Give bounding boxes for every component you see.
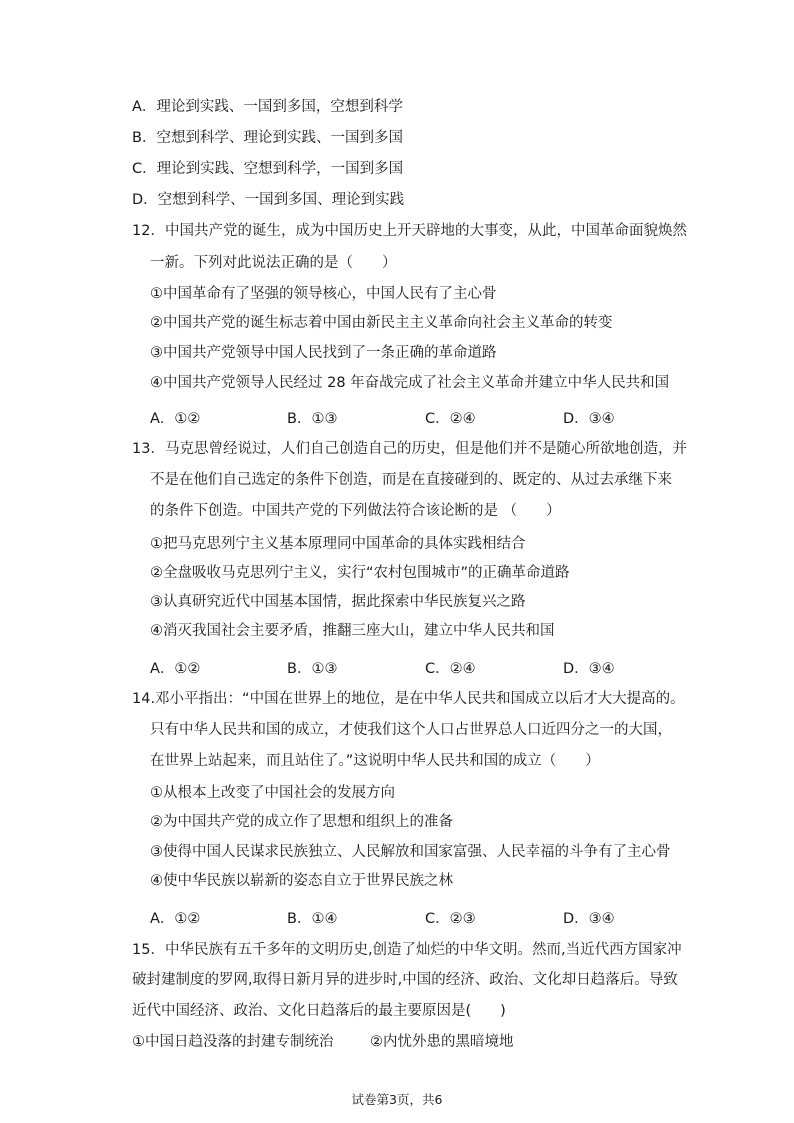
- q12-choice-d: D．③④: [563, 411, 615, 427]
- q12-stem-line: 12．中国共产党的诞生，成为中国历史上开天辟地的大事变，从此，中国革命面貌焕然: [132, 223, 687, 239]
- q15-item-2: ②内忧外患的黑暗境地: [370, 1034, 514, 1050]
- q12-choice-b: B．①③: [287, 411, 338, 427]
- q14-item-4: ④使中华民族以崭新的姿态自立于世界民族之林: [150, 873, 453, 889]
- q12-stem-line: 一新。下列对此说法正确的是（ ）: [150, 255, 397, 271]
- prev-option-c: C．理论到实践、空想到科学，一国到多国: [132, 161, 404, 177]
- q14-choice-a: A．①②: [150, 911, 201, 927]
- q14-item-2: ②为中国共产党的成立作了思想和组织上的准备: [150, 814, 453, 830]
- q12-item-3: ③中国共产党领导中国人民找到了一条正确的革命道路: [150, 345, 497, 361]
- q13-item-3: ③认真研究近代中国基本国情，据此探索中华民族复兴之路: [150, 594, 526, 610]
- q13-item-1: ①把马克思列宁主义基本原理同中国革命的具体实践相结合: [150, 536, 526, 552]
- prev-option-a: A．理论到实践、一国到多国，空想到科学: [132, 99, 403, 115]
- q13-stem-line: 的条件下创造。中国共产党的下列做法符合该论断的是 （ ）: [150, 503, 561, 519]
- q12-choice-c: C．②④: [425, 411, 476, 427]
- q14-choice-d: D．③④: [563, 911, 615, 927]
- q12-choice-a: A．①②: [150, 411, 201, 427]
- q13-choice-d: D．③④: [563, 661, 615, 677]
- q13-stem-line: 不是在他们自己选定的条件下创造，而是在直接碰到的、既定的、从过去承继下来: [150, 472, 672, 488]
- q14-stem-line: 在世界上站起来，而且站住了。”这说明中华人民共和国的成立（ ）: [150, 753, 600, 769]
- q14-stem-line: 只有中华人民共和国的成立，才使我们这个人口占世界总人口近四分之一的大国，: [150, 722, 672, 738]
- q12-item-1: ①中国革命有了坚强的领导核心，中国人民有了主心骨: [150, 286, 497, 302]
- q14-item-1: ①从根本上改变了中国社会的发展方向: [150, 785, 395, 801]
- q13-item-2: ②全盘吸收马克思列宁主义，实行“农村包围城市”的正确革命道路: [150, 565, 570, 581]
- q13-stem-line: 13．马克思曾经说过，人们自己创造自己的历史，但是他们并不是随心所欲地创造，并: [132, 441, 687, 457]
- q14-stem-line: 14.邓小平指出：“中国在世界上的地位，是在中华人民共和国成立以后才大大提高的。: [132, 691, 685, 707]
- q12-item-4: ④中国共产党领导人民经过 28 年奋战完成了社会主义革命并建立中华人民共和国: [150, 375, 670, 391]
- q14-choice-c: C．②③: [425, 911, 476, 927]
- q14-choice-b: B．①④: [287, 911, 338, 927]
- q13-item-4: ④消灭我国社会主要矛盾，推翻三座大山，建立中华人民共和国: [150, 623, 555, 639]
- q15-stem-line: 15．中华民族有五千多年的文明历史,创造了灿烂的中华文明。然而,当近代西方国家冲: [132, 942, 682, 958]
- q15-item-1: ①中国日趋没落的封建专制统治: [132, 1034, 334, 1050]
- prev-option-b: B．空想到科学、理论到实践、一国到多国: [132, 130, 403, 146]
- page-footer: 试卷第3页，共6: [351, 1092, 443, 1107]
- prev-option-d: D．空想到科学、一国到多国、理论到实践: [132, 192, 405, 208]
- q13-choice-c: C．②④: [425, 661, 476, 677]
- q15-stem-line: 破封建制度的罗网,取得日新月异的进步时,中国的经济、政治、文化却日趋落后。导致: [132, 972, 678, 988]
- q15-stem-line: 近代中国经济、政治、文化日趋落后的最主要原因是( ): [132, 1003, 506, 1019]
- q13-choice-b: B．①③: [287, 661, 338, 677]
- q13-choice-a: A．①②: [150, 661, 201, 677]
- q14-item-3: ③使得中国人民谋求民族独立、人民解放和国家富强、人民幸福的斗争有了主心骨: [150, 844, 671, 860]
- q12-item-2: ②中国共产党的诞生标志着中国由新民主主义革命向社会主义革命的转变: [150, 315, 613, 331]
